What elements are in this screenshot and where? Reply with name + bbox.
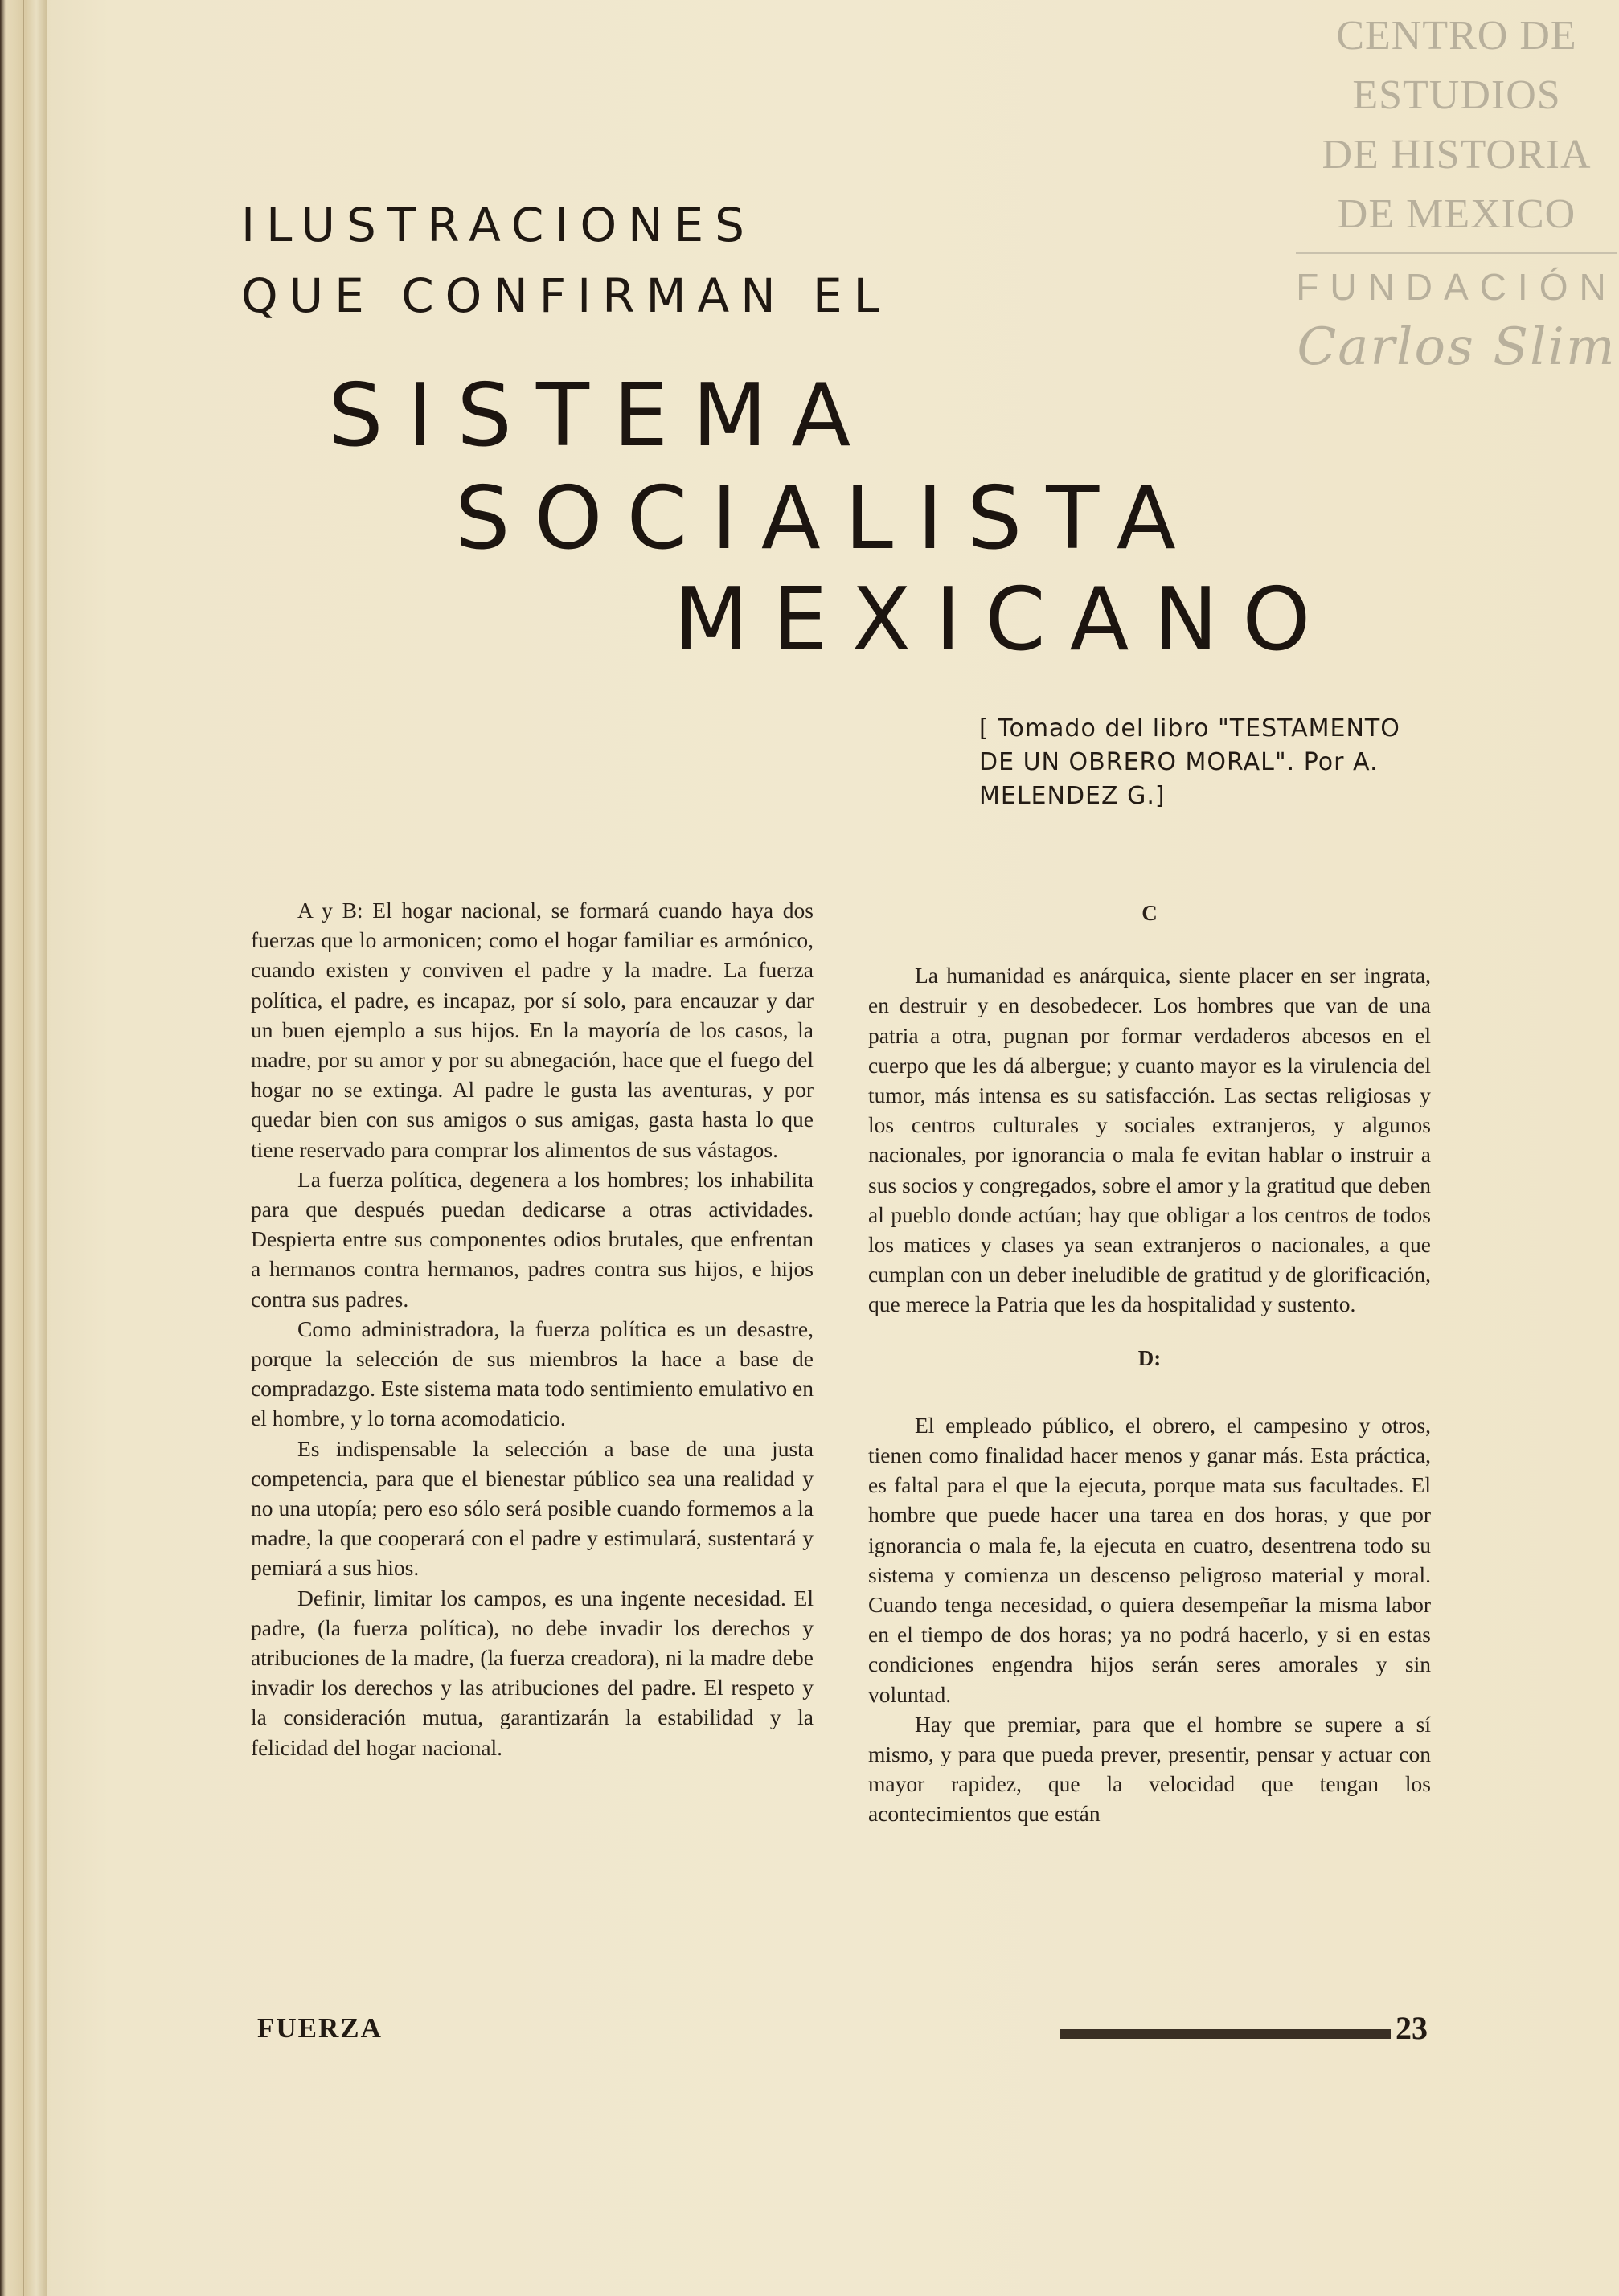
watermark-line: ESTUDIOS [1352,72,1561,118]
page-number: 23 [1396,2010,1428,2046]
kicker-line-1: ILUSTRACIONES [241,198,756,252]
paragraph: La humanidad es anárquica, siente placer en ser ingrata, en destruir y en desobedecer. Los hombres que van de una patria a otra, pugnan por formar verdaderos abcesos en el cuerpo que les dá albergue; y cuanto mayor es la virulencia del tumor, más intensa es su satisfacción. Las sectas religiosas y los centros culturales y sociales extranjeros, y algunos nacionales, por ignorancia o mala fe evitan hablar o instruir a sus socios y congregados, sobre el amor y la gratitud que deben al pueblo donde actúan; hay que obligar a los centros de todos los matices y clases ya sean extranjeros o nacionales, a que cumplan con un deber ineludible de gratitud y de glorificación, que merece la Patria que les da hospitalidad y sustento. [868,963,1431,1317]
left-column [251,895,814,1762]
publication-name: FUERZA [257,2012,383,2044]
article-kicker [241,190,891,331]
right-column [868,895,1431,1829]
title-line-1: SISTEMA [328,366,875,466]
source-note: [ Tomado del libro "TESTAMENTO DE UN OBRERO MORAL". Por A. MELENDEZ G.] [979,714,1400,810]
paragraph: El empleado público, el obrero, el campesino y otros, tienen como finalidad hacer menos y ganar más. Esta práctica, es faltal para el que la ejecuta, porque mata sus facultades. El hombre que puede hacer una tarea en dos horas, y que por ignorancia o mala fe, la ejecuta en cuatro, desentrena todo su sistema y comienza un descenso peligroso material y moral. Cuando tenga necesidad, o quiera desempeñar la misma labor en el tiempo de dos horas; ya no podrá hacerlo, y si en estas condiciones engendra hijos serán seres amorales y sin voluntad. [868,1412,1431,1707]
watermark-line: DE MEXICO [1337,191,1576,237]
paragraph: Es indispensable la selección a base de una justa competencia, para que el bienestar público sea una realidad y no una utopía; pero eso sólo será posible cuando formemos a la madre, la que cooperará con el padre y estimulará, sustentará y pemiará a sus hios. [251,1435,814,1581]
watermark-foundation: FUNDACIÓN [1296,266,1617,308]
section-heading-d: D: [1137,1345,1162,1370]
watermark-divider [1296,252,1617,254]
footer-rule [1060,2029,1391,2039]
archive-watermark [1296,6,1617,379]
watermark-line: DE HISTORIA [1322,132,1592,178]
title-line-3: MEXICANO [674,570,1335,670]
paragraph: Hay que premiar, para que el hombre se supere a sí mismo, y para que pueda prever, presentir, pensar y actuar con mayor rapidez, que la velocidad que tengan los acontecimientos que están [868,1711,1431,1827]
kicker-line-2: QUE CONFIRMAN EL [241,268,891,323]
section-heading-c: C [1141,901,1158,925]
title-line-2: SOCIALISTA [455,469,1200,569]
paragraph: Como administradora, la fuerza política es un desastre, porque la selección de sus miembros la hace a base de compradazgo. Este sistema mata todo sentimiento emulativo en el hombre, y lo torna acomodaticio. [251,1316,814,1431]
paragraph: La fuerza política, degenera a los hombres; los inhabilita para que después puedan dedicarse a otras actividades. Despierta entre sus componentes odios brutales, que enfrentan a hermanos contra hermanos, padres contra sus hijos, e hijos contra sus padres. [251,1166,814,1312]
book-binding [0,0,47,2296]
paragraph: A y B: El hogar nacional, se formará cuando haya dos fuerzas que lo armonicen; como el hogar familiar es armónico, cuando existen y conviven el padre y la madre. La fuerza política, el padre, es incapaz, por sí solo, para encauzar y dar un buen ejemplo a sus hijos. En la mayoría de los casos, la madre, por su amor y por su abnegación, hace que el fuego del hogar no se extinga. Al padre le gusta las aventuras, y por quedar bien con sus amigos o sus amigas, gasta hasta lo que tiene reservado para comprar los alimentos de sus vástagos. [251,898,814,1162]
watermark-signature: Carlos Slim [1297,317,1617,377]
watermark-line: CENTRO DE [1336,13,1577,59]
paragraph: Definir, limitar los campos, es una ingente necesidad. El padre, (la fuerza política), no debe invadir los derechos y atribuciones de la madre, (la fuerza creadora), ni la madre debe invadir los derechos y las atribuciones del padre. El respeto y la consideración mutua, garantizarán la estabilidad y la felicidad del hogar nacional. [251,1585,814,1760]
